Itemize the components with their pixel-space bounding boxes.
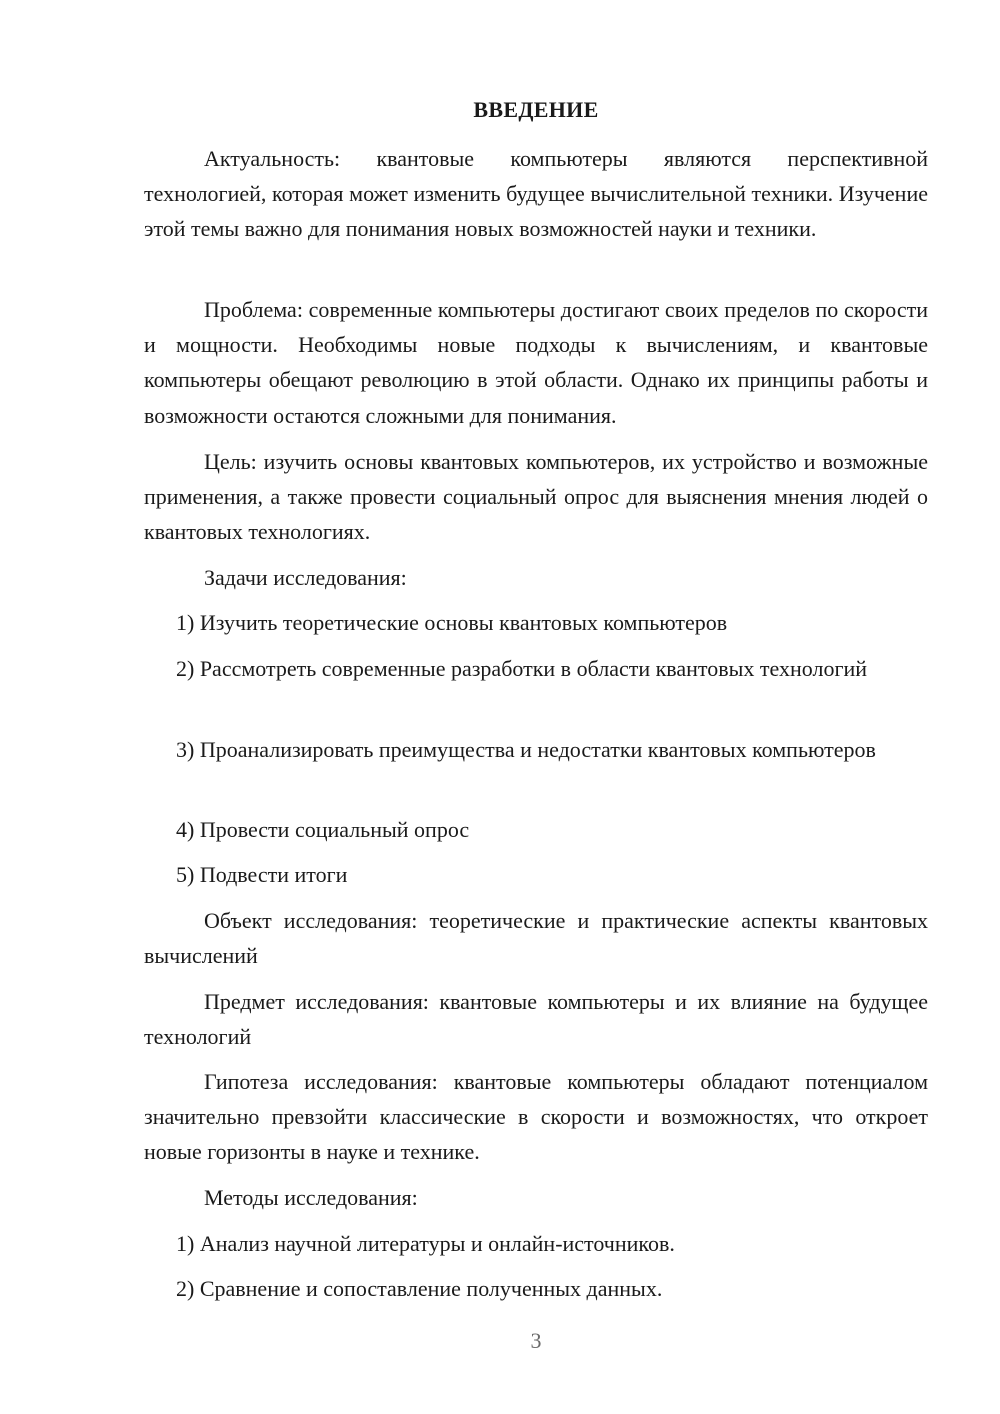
task-item: 5) Подвести итоги	[176, 862, 348, 887]
methods-heading: Методы исследования:	[204, 1185, 418, 1210]
task-item: 4) Провести социальный опрос	[176, 817, 470, 842]
relevance-paragraph: Актуальность: квантовые компьютеры являются перспективной технологией, которая может изменить будущее вычислительной техники. Изучение этой темы важно для понимания новых возможностей науки и техники.	[144, 146, 928, 242]
tasks-heading: Задачи исследования:	[204, 565, 407, 590]
object-paragraph: Объект исследования: теоретические и практические аспекты квантовых вычислений	[144, 908, 928, 969]
task-item: 1) Изучить теоретические основы квантовых компьютеров	[176, 610, 728, 635]
hypothesis-paragraph: Гипотеза исследования: квантовые компьютеры обладают потенциалом значительно превзойти классические в скорости и возможностях, что откроет новые горизонты в науке и технике.	[144, 1069, 928, 1165]
method-item: 2) Сравнение и сопоставление полученных данных.	[176, 1276, 663, 1301]
method-item: 1) Анализ научной литературы и онлайн-источников.	[176, 1231, 675, 1256]
page-number: 3	[530, 1328, 542, 1353]
section-title: ВВЕДЕНИЕ	[473, 97, 599, 122]
subject-paragraph: Предмет исследования: квантовые компьютеры и их влияние на будущее технологий	[144, 989, 928, 1050]
task-item: 2) Рассмотреть современные разработки в области квантовых технологий	[176, 656, 868, 681]
task-item: 3) Проанализировать преимущества и недостатки квантовых компьютеров	[176, 737, 876, 762]
goal-paragraph: Цель: изучить основы квантовых компьютеров, их устройство и возможные применения, а также провести социальный опрос для выяснения мнения людей о квантовых технологиях.	[144, 449, 928, 545]
problem-paragraph: Проблема: современные компьютеры достигают своих пределов по скорости и мощности. Необходимы новые подходы к вычислениям, и квантовые компьютеры обещают революцию в этой области. Однако их принципы работы и возможности остаются сложными для понимания.	[144, 297, 928, 428]
